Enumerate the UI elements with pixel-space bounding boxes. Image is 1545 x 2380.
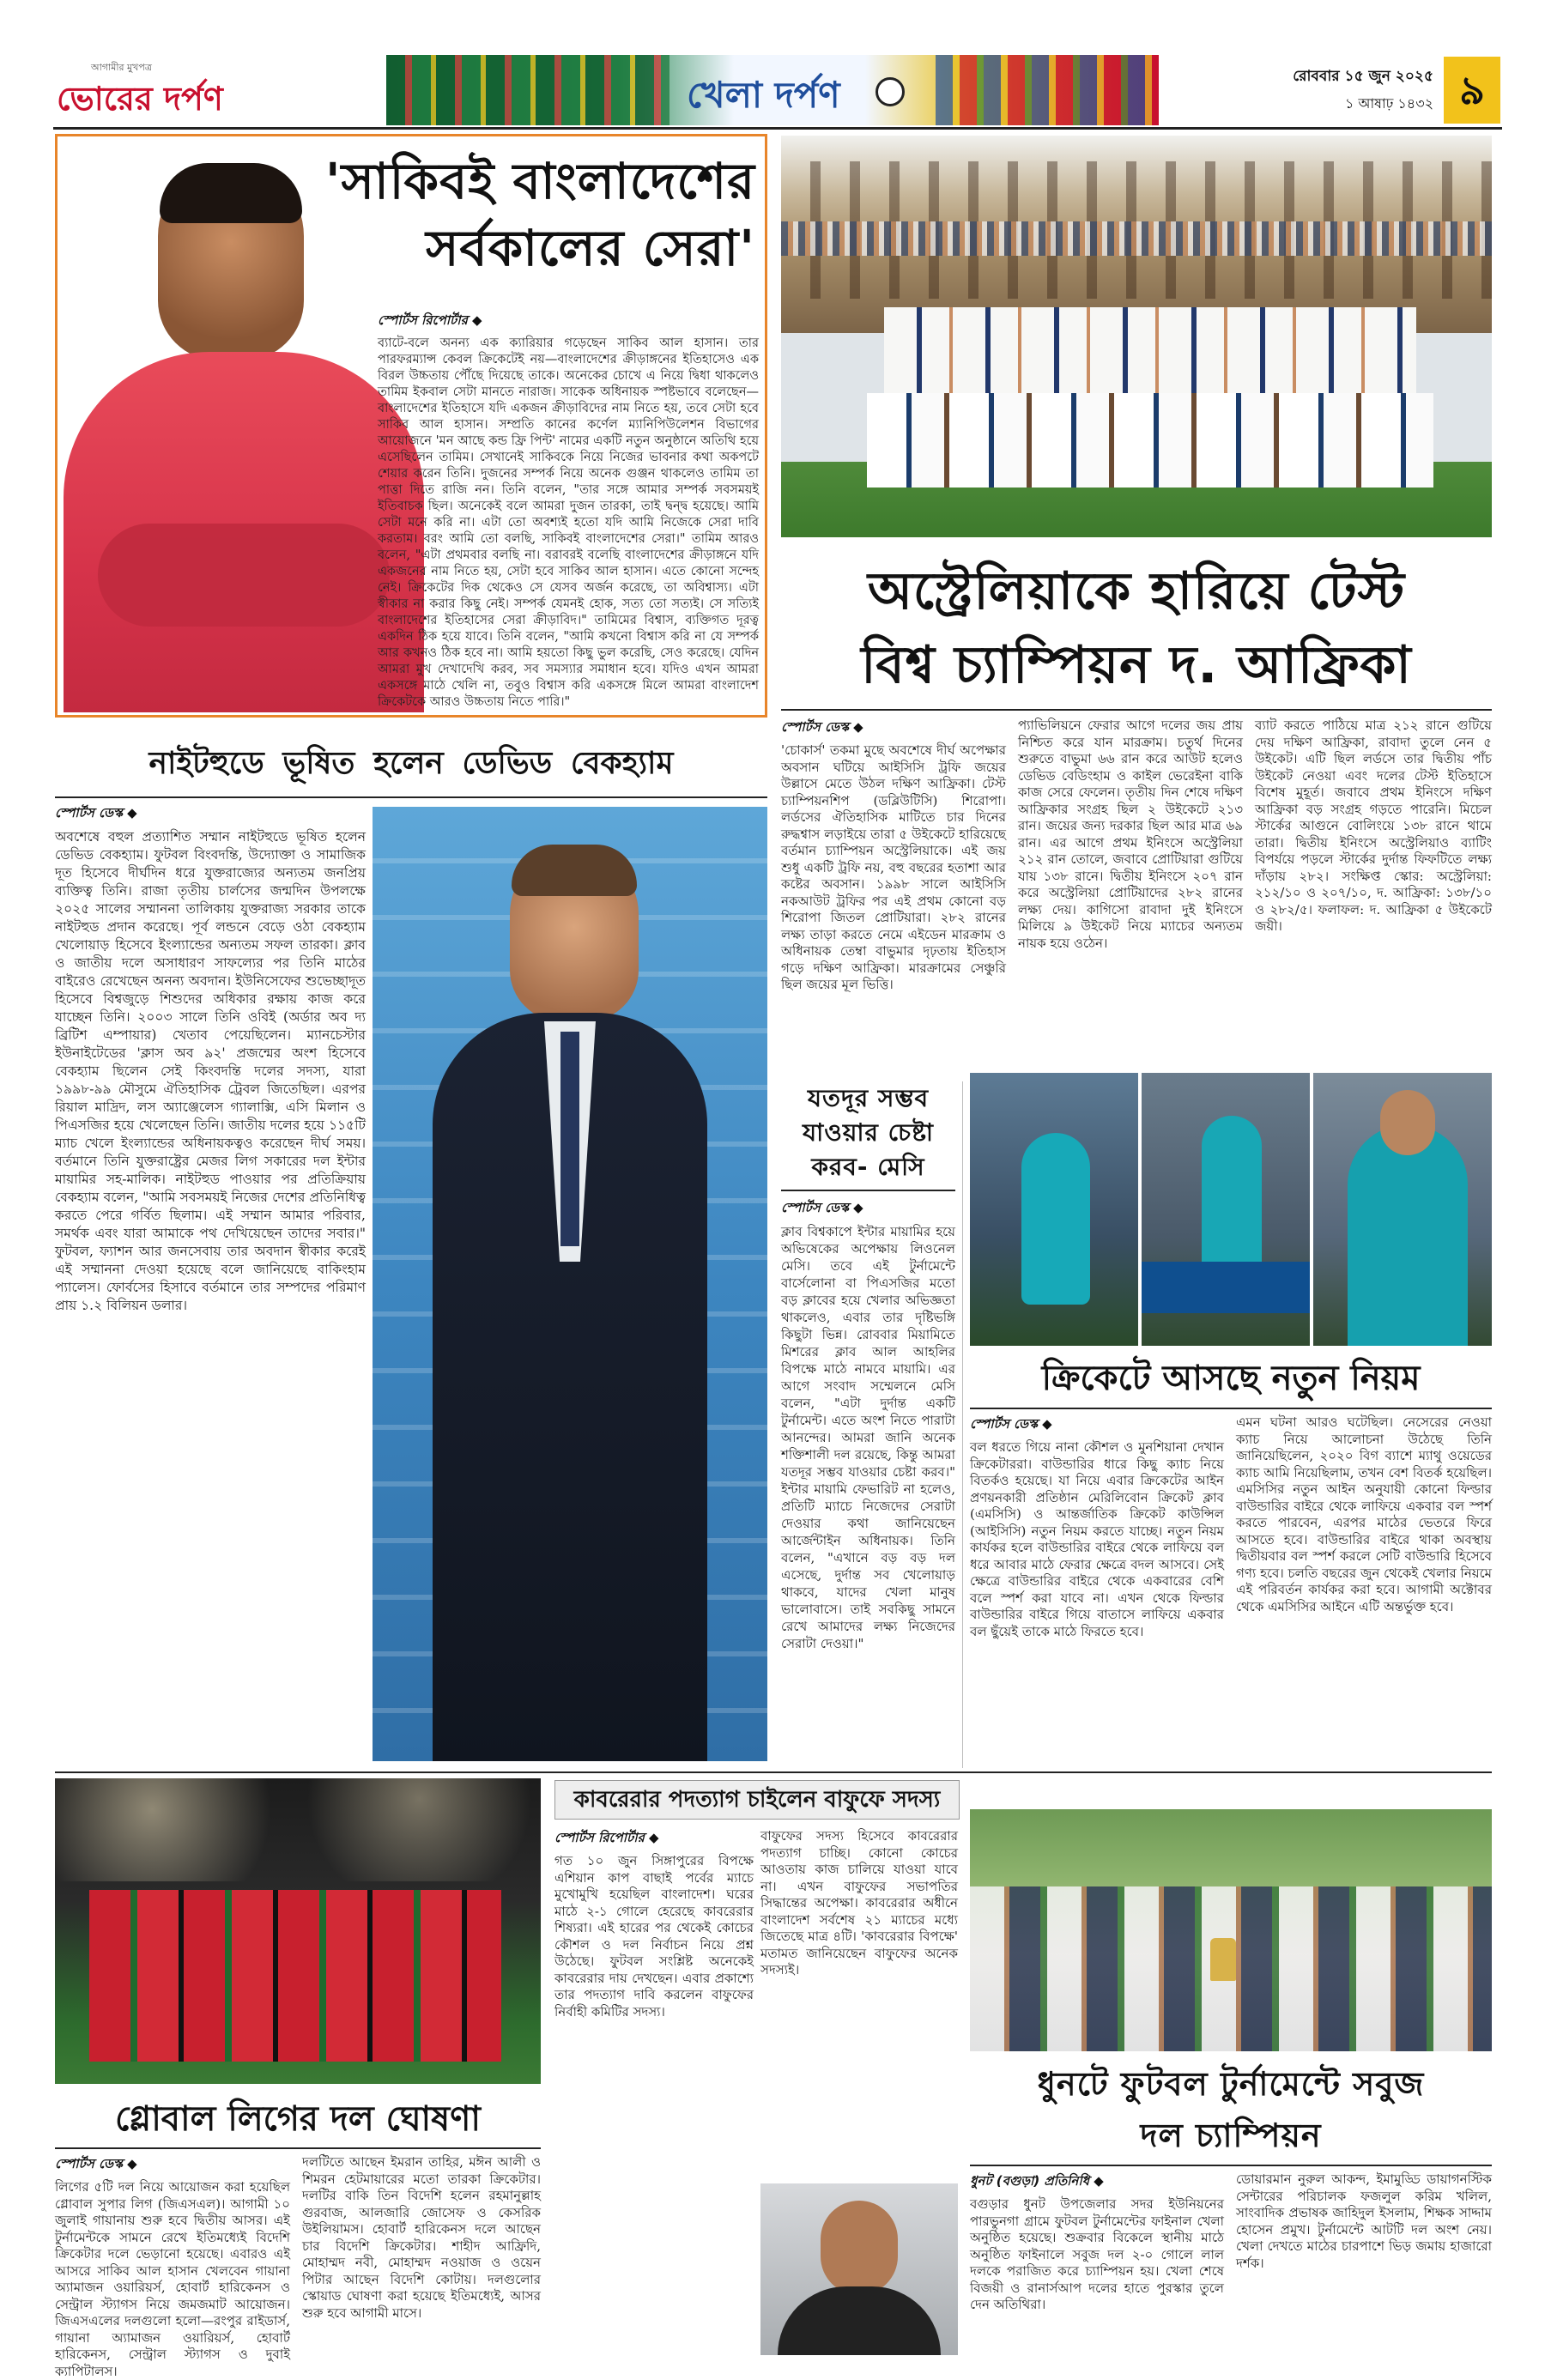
paper-name: ভোরের দর্পণ <box>57 80 223 118</box>
wtc-team-photo <box>781 136 1492 537</box>
global-league-photo <box>55 1778 541 2084</box>
football-icon <box>876 77 905 106</box>
stadium-lights <box>55 1778 541 1881</box>
page-number: ৯ <box>1444 57 1500 124</box>
players-front-row <box>867 393 1433 488</box>
banner-crowd-left <box>386 55 670 125</box>
tamim-headline-line1: 'সাকিবই বাংলাদেশের <box>324 152 755 210</box>
wtc-body-col1: 'চোকার্স' তকমা মুছে অবশেষে দীর্ঘ অপেক্ষার অবসান ঘটিয়ে আইসিসি ট্রফি জয়ের উল্লাসে মেতে উঠল দক্ষিণ আফ্রিকা। টেস্ট চ্যাম্পিয়নশিপ (ডব্লিউটিসি) শিরোপা। লর্ডসের ঐতিহাসিক মাটিতে চার দিনের রুদ্ধশ্বাস লড়াইয়ে তারা ৫ উইকেটে হারিয়েছে বর্তমান চ্যাম্পিয়ন অস্ট্রেলিয়াকে। এই জয় শুধু একটি ট্রফি নয়, বহু বছরের হতাশা আর কষ্টের অবসান। ১৯৯৮ সালে আইসিসি নকআউট ট্রফির পর এই প্রথম কোনো বড় শিরোপা জিতল প্রোটিয়ারা। ২৮২ রানের লক্ষ্য তাড়া করতে নেমে এইডেন মারক্রাম ও অধিনায়ক তেম্বা বাভুমার দৃঢ়তায় ইতিহাস গড়ে দক্ষিণ আফ্রিকা। মারক্রামের সেঞ্চুরি ছিল জয়ের মূল ভিত্তি। <box>781 742 1006 992</box>
beckham-photo <box>373 807 767 1761</box>
wtc-body-col2: প্যাভিলিয়নে ফেরার আগে দলের জয় প্রায় নিশ্চিত করে যান মারক্রাম। চতুর্থ দিনের শুরুতে বাভুমা ৬৬ রান করে আউট হলেও ডেভিড বেডিংহাম ও কাইল ভেরেইনা বাকি কাজ সেরে ফেলেন। তৃতীয় দিন শেষে দক্ষিণ আফ্রিকার সংগ্রহ ছিল ২ উইকেটে ২১৩ রান। জয়ের জন্য দরকার ছিল আর মাত্র ৬৯ রান। এর আগে প্রথম ইনিংসে অস্ট্রেলিয়া ২১২ রান তোলে, জবাবে প্রোটিয়ারা গুটিয়ে যায় ১৩৮ রানে। দ্বিতীয় ইনিংসে ২০৭ রান করে অস্ট্রেলিয়া প্রোটিয়াদের ২৮২ রানের লক্ষ্য দেয়। কাগিসো রাবাদা দুই ইনিংসে মিলিয়ে ৯ উইকেট নিয়ে ম্যাচের অন্যতম নায়ক হয়ে ওঠেন। <box>1018 718 1243 951</box>
tamim-byline: স্পোর্টস রিপোর্টার ◆ <box>378 312 482 328</box>
beckham-rule <box>55 796 767 798</box>
cricket-photo-2 <box>1142 1073 1310 1346</box>
kabrera-body-col2: বাফুফের সদস্য হিসেবে কাবরেরার পদত্যাগ চাচ্ছি। কোনো কোচের আওতায় কাজ চালিয়ে যাওয়া যাবে না। এখন বাফুফের সভাপতির সিদ্ধান্তের অপেক্ষা। কাবরেরার অধীনে বাংলাদেশ সর্বশেষ ২১ ম্যাচের মধ্যে জিতেছে মাত্র ৪টি। 'কাবরেরার বিপক্ষে' মতামত জানিয়েছেন বাফুফের অনেক সদস্যই। <box>760 1828 958 1977</box>
section-name: খেলা দর্পণ <box>687 74 840 116</box>
messi-text-clip <box>781 1223 955 1729</box>
beckham-hair <box>512 845 637 896</box>
paper-logo <box>57 57 245 125</box>
dhunat-col-1 <box>970 2171 1224 2357</box>
dhunat-headline-line2: দল চ্যাম্পিয়ন <box>1140 2117 1322 2154</box>
messi-headline: যতদূর সম্ভব যাওয়ার চেষ্টা করব- মেসি <box>803 1084 934 1181</box>
issue-date <box>1227 65 1433 116</box>
dhunat-byline: ধুনট (বগুড়া) প্রতিনিধি ◆ <box>970 2173 1104 2189</box>
tamim-arms <box>98 524 390 627</box>
dhunat-headline <box>970 2058 1492 2161</box>
beckham-byline: স্পোর্টস ডেস্ক ◆ <box>55 805 137 821</box>
dhunat-col-2 <box>1236 2171 1492 2357</box>
fielder-3-head <box>1380 1090 1435 1155</box>
messi-rule <box>781 1190 955 1191</box>
global-league-rule <box>55 2147 541 2149</box>
wtc-col-3 <box>1255 718 1492 1069</box>
kabrera-headline: কাবরেরার পদত্যাগ চাইলেন বাফুফে সদস্য <box>554 1780 960 1820</box>
mid-page-rule <box>55 1771 1492 1773</box>
global-league-col-2 <box>302 2154 541 2357</box>
tamim-headline <box>292 148 755 282</box>
global-league-body-col2: দলটিতে আছেন ইমরান তাহির, মঈন আলী ও শিমরন হেটমায়ারের মতো তারকা ক্রিকেটার। দলটির বাকি তিন বিদেশি হলেন রহমানুল্লাহ গুরবাজ, আলজারি জোসেফ ও কেসরিক উইলিয়ামস। হোবার্ট হারিকেনস দলে আছেন চার বিদেশি ক্রিকেটার। শাহীদ আফ্রিদি, মোহাম্মদ নবী, মোহাম্মদ নওয়াজ ও ওয়েন পিটার আছেন বিদেশি কোটায়। দলগুলোর স্কোয়াড ঘোষণা করা হয়েছে ইতিমধ্যেই, আসর শুরু হবে আগামী মাসে। <box>302 2154 541 2321</box>
sponsor-board <box>1142 1262 1310 1313</box>
messi-byline: স্পোর্টস ডেস্ক ◆ <box>781 1200 863 1215</box>
date-gregorian: রোববার ১৫ জুন ২০২৫ <box>1293 68 1433 85</box>
date-bangla: ১ আষাঢ় ১৪৩২ <box>1345 95 1433 112</box>
cricket-rule-byline: স্পোর্টস ডেস্ক ◆ <box>970 1416 1052 1432</box>
global-league-body-col1: লিগের ৫টি দল নিয়ে আয়োজন করা হয়েছিল গ্লোবাল সুপার লিগ (জিএসএল)। আগামী ১০ জুলাই গায়ানায় শুরু হবে দ্বিতীয় আসর। এই টুর্নামেন্টকে সামনে রেখে ইতিমধ্যেই বিদেশি ক্রিকেটার দলে ভেড়ানো হয়েছে। এবারও এই আসরে সাকিব আল হাসান খেলবেন গায়ানা অ্যামাজন ওয়ারিয়র্স, হোবার্ট হারিকেনস ও সেন্ট্রাল স্ট্যাগস নিয়ে জমজমাট আয়োজন। জিএসএলের দলগুলো হলো—রংপুর রাইডার্স, গায়ানা অ্যামাজন ওয়ারিয়র্স, হোবার্ট হারিকেনস, সেন্ট্রাল স্ট্যাগস ও দুবাই ক্যাপিটালস। <box>55 2179 290 2379</box>
wtc-headline <box>781 554 1492 702</box>
kabrera-photo <box>760 2183 958 2355</box>
cricket-rule-body-col1: বল ধরতে গিয়ে নানা কৌশল ও মুনশিয়ানা দেখান ক্রিকেটাররা। বাউন্ডারির ধারে কিছু ক্যাচ নিয়ে বিতর্কও হয়েছে। যা নিয়ে এবার ক্রিকেটের আইন প্রণয়নকারী প্রতিষ্ঠান মেরিলিবোন ক্রিকেট ক্লাব (এমসিসি) ও আন্তর্জাতিক ক্রিকেট কাউন্সিল (আইসিসি) নতুন নিয়ম করতে যাচ্ছে। নতুন নিয়ম কার্যকর হলে বাউন্ডারির বাইরে থেকে লাফিয়ে বল ধরে আবার মাঠে ফেরার ক্ষেত্রে বদল আসবে। সেই ক্ষেত্রে বাউন্ডারির বাইরে থেকে একবারের বেশি বলে স্পর্শ করা যাবে না। এখন থেকে ফিল্ডার বাউন্ডারির বাইরে গিয়ে বাতাসে লাফিয়ে একবার বল ছুঁয়েই তাকে মাঠে ফিরতে হবে। <box>970 1439 1224 1639</box>
dhunat-body-col1: বগুড়ার ধুনট উপজেলার সদর ইউনিয়নের পারভুনগা গ্রামে ফুটবল টুর্নামেন্টের ফাইনাল খেলা অনুষ্ঠিত হয়েছে। শুক্রবার বিকেলে স্থানীয় মাঠে অনুষ্ঠিত ফাইনালে সবুজ দল ২-০ গোলে লাল দলকে পরাজিত করে চ্যাম্পিয়ন হয়। খেলা শেষে বিজয়ী ও রানার্সআপ দলের হাতে পুরস্কার তুলে দেন অতিথিরা। <box>970 2196 1224 2312</box>
banner-crowd-right <box>936 55 1159 125</box>
beckham-text-block <box>55 803 366 1765</box>
kabrera-col-2 <box>760 1828 958 2180</box>
cricket-photo-3 <box>1313 1073 1492 1346</box>
pavilion-crowd <box>781 221 1492 256</box>
kabrera-body-col1: গত ১০ জুন সিঙ্গাপুরের বিপক্ষে এশিয়ান কাপ বাছাই পর্বের ম্যাচে মুখোমুখি হয়েছিল বাংলাদেশ। ঘরের মাঠে ২-১ গোলে হেরেছে কাবরেরার শিষ্যরা। এই হারের পর থেকেই কোচের কৌশল ও দল নির্বাচন নিয়ে প্রশ্ন উঠেছে। ফুটবল সংশ্লিষ্ট অনেকেই কাবরেরার দায় দেখছেন। এবার প্রকাশ্যে তার পদত্যাগ দাবি করলেন বাফুফের নির্বাহী কমিটির সদস্য। <box>554 1853 754 2020</box>
tamim-hair <box>160 163 302 223</box>
team-players <box>89 1890 501 2062</box>
global-league-col-1 <box>55 2154 290 2379</box>
cricket-rule-headline: ক্রিকেটে আসছে নতুন নিয়ম <box>1041 1359 1421 1398</box>
wtc-body-col3: ব্যাট করতে পাঠিয়ে মাত্র ২১২ রানে গুটিয়ে দেয় দক্ষিণ আফ্রিকা, রাবাদা তুলে নেন ৫ উইকেট। এটি ছিল লর্ডসে তার দ্বিতীয় পাঁচ উইকেট নেওয়া এবং দলের টেস্ট ইতিহাসে বিশেষ মুহূর্ত। জবাবে প্রথম ইনিংসে দক্ষিণ আফ্রিকা বড় সংগ্রহ গড়তে পারেনি। মিচেল স্টার্কের আগুনে বোলিংয়ে ১৩৮ রানে থামে তারা। দ্বিতীয় ইনিংসে অস্ট্রেলিয়াও ব্যাটিং বিপর্যয়ে পড়লে স্টার্কের দুর্দান্ত ফিফটিতে লক্ষ্য দাঁড়ায় ২৮২। সংক্ষিপ্ত স্কোর: অস্ট্রেলিয়া: ২১২/১০ ও ২০৭/১০, দ. আফ্রিকা: ১৩৮/১০ ও ২৮২/৫। ফলাফল: দ. আফ্রিকা ৫ উইকেটে জয়ী। <box>1255 718 1492 934</box>
section-banner <box>386 55 1159 125</box>
kabrera-head <box>821 2201 898 2295</box>
cricket-rule-body-col2: এমন ঘটনা আরও ঘটেছিল। নেসেরের নেওয়া ক্যাচ নিয়ে আলোচনা উঠেছে তিনি জানিয়েছিলেন, ২০২০ বিগ ব্যাশে ম্যাথু ওয়েডের ক্যাচ আমি নিয়েছিলাম, তখন বেশ বিতর্ক হয়েছিল। এমসিসির নতুন আইন অনুযায়ী কোনো ফিল্ডার বাউন্ডারির বাইরে থেকে লাফিয়ে একবার বল স্পর্শ করতে পারবেন, এরপর মাঠের ভেতরে ফিরে আসতে হবে। বাউন্ডারির বাইরে থাকা অবস্থায় দ্বিতীয়বার বল স্পর্শ করলে সেটি বাউন্ডারি হিসেবে গণ্য হবে। চলতি বছরের জুন থেকেই খেলার নিয়মে এই পরিবর্তন কার্যকর করা হবে। আগামী অক্টোবর থেকে এমসিসির আইনে এটি অন্তর্ভুক্ত হবে। <box>1236 1414 1492 1614</box>
beckham-tie <box>560 1032 579 1246</box>
wtc-headline-line1: অস্ট্রেলিয়াকে হারিয়ে টেস্ট <box>867 561 1406 621</box>
wtc-col-2 <box>1018 718 1243 1069</box>
kabrera-shirt <box>778 2286 941 2355</box>
kabrera-col-1 <box>554 1828 754 2357</box>
wtc-rule <box>781 709 1492 711</box>
beckham-body: অবশেষে বহুল প্রত্যাশিত সম্মান নাইটহুডে ভূষিত হলেন ডেভিড বেকহ্যাম। ফুটবল বিংবদন্তি, উদ্যোক্তা ও সামাজিক দূত হিসেবে দীর্ঘদিন ধরে যুক্তরাজ্যের অন্যতম জনপ্রিয় ব্যক্তিত্ব তিনি। রাজা তৃতীয় চার্লসের জন্মদিন উপলক্ষে ২০২৫ সালের সম্মাননা তালিকায় যুক্তরাজ্য সরকার তাকে নাইটহুড প্রদান করেছে। পূর্ব লন্ডনে বেড়ে ওঠা বেকহ্যাম খেলোয়াড় হিসেবে ইংল্যান্ডের অন্যতম সফল তারকা। ক্লাব ও জাতীয় দলে অসাধারণ সাফল্যের পর তিনি মাঠের বাইরেও রেখেছেন অনন্য অবদান। ইউনিসেফের শুভেচ্ছাদূত হিসেবে বিশ্বজুড়ে শিশুদের অধিকার রক্ষায় কাজ করে যাচ্ছেন তিনি। ২০০৩ সালে তিনি ওবিই (অর্ডার অব দ্য ব্রিটিশ এম্পায়ার) খেতাব পেয়েছিলেন। ম্যানচেস্টার ইউনাইটেডের 'ক্লাস অব ৯২' প্রজন্মের অংশ হিসেবে বেকহ্যাম ছিলেন সেই কিংবদন্তি দলের সদস্য, যারা ১৯৯৮-৯৯ মৌসুমে ঐতিহাসিক ট্রেবল জিতেছিল। এরপর রিয়াল মাদ্রিদ, লস অ্যাঞ্জেলেস গ্যালাক্সি, এসি মিলান ও পিএসজির হয়ে খেলেছেন তিনি। জাতীয় দলের হয়ে ১১৫টি ম্যাচ খেলে ইংল্যান্ডের অধিনায়কত্বও করেছেন দীর্ঘ সময়। বর্তমানে তিনি যুক্তরাষ্ট্রের মেজর লিগ সকারের দল ইন্টার মায়ামির সহ-মালিক। নাইটহুড পাওয়ার পর প্রতিক্রিয়ায় বেকহ্যাম বলেন, "আমি সবসময়ই নিজের দেশের প্রতিনিধিত্ব করতে পেরে গর্বিত ছিলাম। এই সম্মান আমার পরিবার, সমর্থক এবং যারা আমাকে পথ দেখিয়েছেন তাদের সবার।" ফুটবল, ফ্যাশন আর জনসেবায় তার অবদান স্বীকার করেই এই সম্মাননা দেওয়া হয়েছে বলে জানিয়েছে বাকিংহাম প্যালেস। ফোর্বসের হিসাবে বর্তমানে তার সম্পদের পরিমাণ প্রায় ১.২ বিলিয়ন ডলার। <box>55 829 366 1313</box>
cricket-rule-rule <box>970 1408 1492 1409</box>
cricket-rule-col-2 <box>1236 1414 1492 1765</box>
beckham-headline: নাইটহুডে ভূষিত হলেন ডেভিড বেকহ্যাম <box>148 746 674 781</box>
wtc-col-1 <box>781 718 1006 1069</box>
paper-tagline: আগামীর মুখপত্র <box>91 62 152 73</box>
dhunat-headline-line1: ধুনটে ফুটবল টুর্নামেন্টে সবুজ <box>1037 2065 1425 2103</box>
dhunat-photo <box>970 1809 1492 2051</box>
fielder-3 <box>1348 1124 1468 1346</box>
messi-body: ক্লাব বিশ্বকাপে ইন্টার মায়ামির হয়ে অভিষেকের অপেক্ষায় লিওনেল মেসি। তবে এই টুর্নামেন্টে বার্সেলোনা বা পিএসজির মতো বড় ক্লাবের হয়ে খেলার অভিজ্ঞতা থাকলেও, এবার তার দৃষ্টিভঙ্গি কিছুটা ভিন্ন। রোববার মিয়ামিতে মিশরের ক্লাব আল আহলির বিপক্ষে মাঠে নামবে মায়ামি। এর আগে সংবাদ সম্মেলনে মেসি বলেন, "এটা দুর্দান্ত একটি টুর্নামেন্ট। এতে অংশ নিতে পারাটা আনন্দের। আমরা জানি অনেক শক্তিশালী দল রয়েছে, কিন্তু আমরা যতদূর সম্ভব যাওয়ার চেষ্টা করব।" ইন্টার মায়ামি ফেভারিট না হলেও, প্রতিটি ম্যাচে নিজেদের সেরাটা দেওয়ার কথা জানিয়েছেন আর্জেন্টাইন অধিনায়ক। তিনি বলেন, "এখানে বড় বড় দল এসেছে, দুর্দান্ত সব খেলোয়াড় থাকবে, যাদের খেলা মানুষ ভালোবাসে। তাই সবকিছু সামনে রেখে আমাদের লক্ষ্য নিজেদের সেরাটা দেওয়া।" <box>781 1224 955 1651</box>
fielder-1 <box>1021 1133 1090 1305</box>
cricket-rule-col-1 <box>970 1414 1224 1765</box>
dhunat-body-col2: ডোয়ারমান নুরুল আকন্দ, ইমামুড্ডি ডায়াগনস্টিক সেন্টারের পরিচালক ফজলুল করিম খলিল, সাংবাদিক প্রভাষক জাহিদুল ইসলাম, শিক্ষক সাদ্দাম হোসেন প্রমুখ। টুর্নামেন্টে আটটি দল অংশ নেয়। খেলা দেখতে মাঠের চারপাশে ভিড় জমায় হাজারো দর্শক। <box>1236 2171 1492 2271</box>
global-league-byline: স্পোর্টস ডেস্ক ◆ <box>55 2156 137 2171</box>
trophy-icon <box>1210 1938 1236 1981</box>
messi-article <box>781 1081 963 1768</box>
wtc-byline: স্পোর্টস ডেস্ক ◆ <box>781 719 863 735</box>
tamim-headline-line2: সর্বকালের সেরা' <box>426 219 755 277</box>
kabrera-byline: স্পোর্টস রিপোর্টার ◆ <box>554 1830 659 1845</box>
dhunat-rule <box>970 2165 1492 2166</box>
wtc-headline-line2: বিশ্ব চ্যাম্পিয়ন দ. আফ্রিকা <box>861 635 1412 695</box>
tamim-text-block <box>378 311 759 709</box>
tamim-body: ব্যাটে-বলে অনন্য এক ক্যারিয়ার গড়েছেন সাকিব আল হাসান। তার পারফরম্যান্স কেবল ক্রিকেটেই নয়—বাংলাদেশের ক্রীড়াঙ্গনের ইতিহাসেও এক বিরল উচ্চতায় পৌঁছে দিয়েছে তাকে। অনেকের চোখে এ নিয়ে দ্বিধা থাকলেও তামিম ইকবাল সেটা মানতে নারাজ। সাকেক অধিনায়ক স্পষ্টভাবে বলেছেন—বাংলাদেশের ইতিহাসে যদি একজন ক্রীড়াবিদের নাম নিতে হয়, তবে সেটা হবে সাকিব আল হাসান। সম্প্রতি কানের কর্ণেল ম্যানিপিউলেশন বিভাগের আয়োজনে 'মন আছে কন্ড ফ্রি পিন্ট' নামের একটি নতুন অনুষ্ঠানে অতিথি হয়ে এসেছিলেন তামিম। সেখানেই সাকিবকে নিয়ে নিজের ভাবনার কথা অকপটে শেয়ার করেন তিনি। দুজনের সম্পর্ক নিয়ে অনেক গুঞ্জন থাকলেও তামিম তা পাত্তা দিতে রাজি নন। তিনি বলেন, "তার সঙ্গে আমার সম্পর্ক সবসময়ই ইতিবাচক ছিল। অনেকেই বলে আমরা দুজন তারকা, তাই দ্বন্দ্ব হয়েছে। আমি সেটা মনে করি না। এটা তো অবশ্যই হতো যদি আমি নিজেকে সেরা দাবি করতাম। বরং আমি তো বলছি, সাকিবই বাংলাদেশের সেরা।" তামিম আরও বলেন, "এটা প্রথমবার বলছি না। বরাবরই বলেছি বাংলাদেশের ক্রীড়াঙ্গনে যদি একজনের নাম নিতে হয়, সেটা হবে সাকিব আল হাসান। এতে কোনো সন্দেহ নেই। ক্রিকেটের দিক থেকেও সে যেসব অর্জন করেছে, তা অবিশ্বাস্য। এটা স্বীকার না করার কিছু নেই। সম্পর্ক যেমনই হোক, সত্য তো সত্যই। সে সত্যিই বাংলাদেশের ইতিহাসের সেরা ক্রীড়াবিদ।" তামিমের বিশ্বাস, ব্যক্তিগত দূরত্ব একদিন ঠিক হয়ে যাবে। তিনি বলেন, "আমি কখনো বিশ্বাস করি না যে সম্পর্ক আর কখনও ঠিক হবে না। আমি হয়তো কিছু ভুল করেছি, সেও করেছে। যেদিন আমরা মুখ দেখাদেখি করব, সব সমস্যার সমাধান হবে। যদিও এখন আমরা একসঙ্গে মাঠে খেলি না, তবুও বিশ্বাস করি একসঙ্গে মিলে আমরা বাংলাদেশ ক্রিকেটকে আরও উচ্চতায় নিতে পারি।" <box>378 336 759 709</box>
cricket-photo-1 <box>970 1073 1138 1346</box>
global-league-headline: গ্লোবাল লিগের দল ঘোষণা <box>115 2099 481 2139</box>
